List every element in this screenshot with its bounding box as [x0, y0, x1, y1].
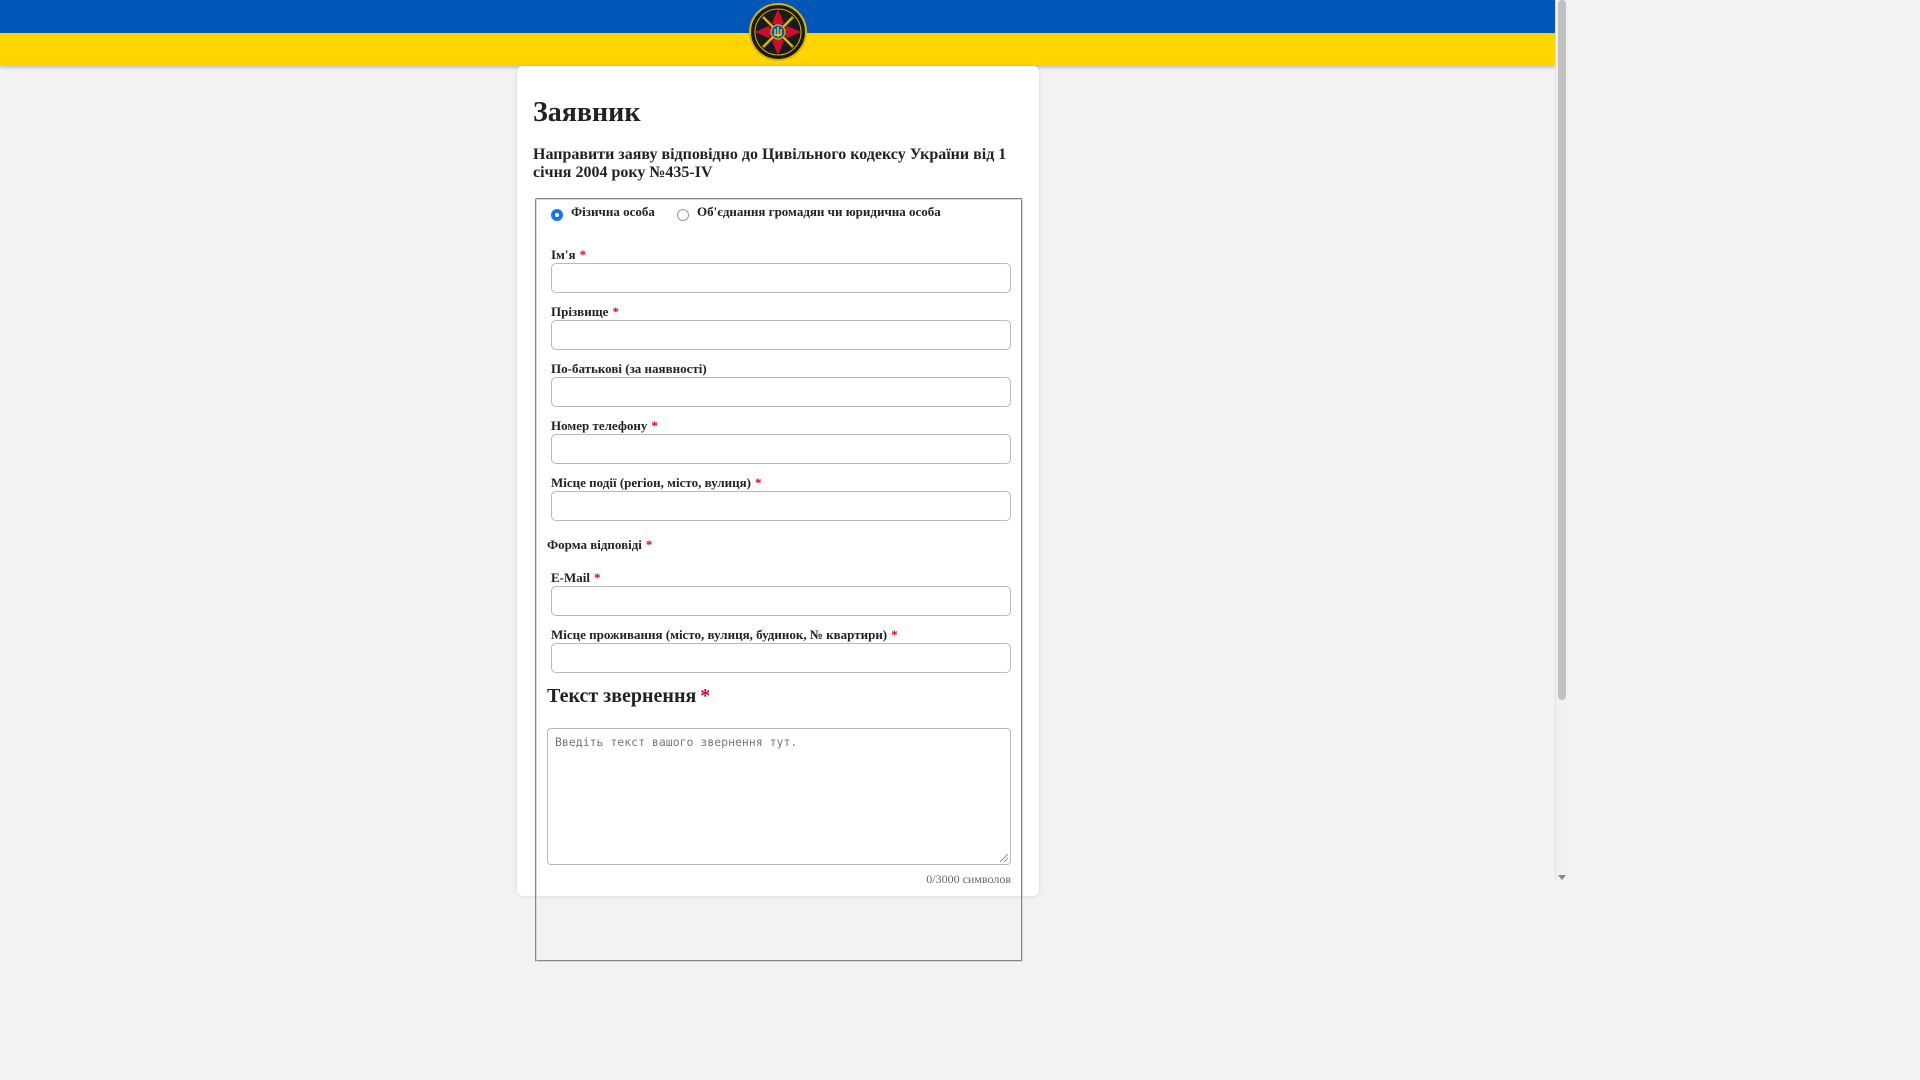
resize-grip-icon[interactable]	[1000, 854, 1008, 862]
required-marker: *	[891, 627, 898, 642]
radio-legal-entity-label[interactable]: Об'єднання громадян чи юридична особа	[697, 204, 941, 219]
last-name-input[interactable]	[551, 320, 1011, 350]
required-marker: *	[594, 570, 601, 585]
radio-individual[interactable]	[551, 209, 563, 221]
page-scrollbar[interactable]	[1555, 0, 1568, 882]
appeal-placeholder: Введіть текст вашого звернення тут.	[555, 735, 798, 749]
required-marker: *	[700, 685, 711, 707]
scroll-down-arrow-icon[interactable]	[1558, 875, 1566, 880]
event-place-input[interactable]	[551, 491, 1011, 521]
appeal-text-heading: Текст звернення *	[547, 685, 711, 707]
radio-individual-label[interactable]: Фізична особа	[571, 204, 655, 219]
event-place-label: Місце події (регіон, місто, вулиця) *	[551, 475, 762, 490]
appeal-textarea[interactable]	[547, 728, 1011, 865]
page-subtitle: Направити заяву відповідно до Цивільного кодексу України від 1 січня 2004 року №435-IV	[533, 146, 1007, 181]
required-marker: *	[579, 247, 587, 262]
email-label: E-Mail *	[551, 570, 601, 585]
scrollbar-thumb[interactable]	[1558, 0, 1566, 700]
character-counter: 0/3000 символов	[926, 872, 1011, 886]
last-name-label: Прізвище *	[551, 304, 619, 319]
response-form-heading: Форма відповіді *	[547, 537, 653, 552]
phone-input[interactable]	[551, 434, 1011, 464]
email-input[interactable]	[551, 586, 1011, 616]
first-name-input[interactable]	[551, 263, 1011, 293]
patronymic-input[interactable]	[551, 377, 1011, 407]
armed-forces-emblem-icon	[749, 3, 807, 61]
page-title: Заявник	[533, 97, 641, 128]
required-marker: *	[645, 537, 653, 552]
required-marker: *	[612, 304, 619, 319]
residence-label: Місце проживання (місто, вулиця, будинок, № квартири) *	[551, 627, 898, 642]
required-marker: *	[651, 418, 658, 433]
applicant-fieldset	[535, 198, 1023, 962]
residence-input[interactable]	[551, 643, 1011, 673]
first-name-label: Ім'я *	[551, 247, 587, 262]
patronymic-label: По-батькові (за наявності)	[551, 361, 707, 376]
form-card	[517, 66, 1039, 896]
phone-label: Номер телефону *	[551, 418, 658, 433]
radio-legal-entity[interactable]	[677, 209, 689, 221]
required-marker: *	[755, 475, 762, 490]
